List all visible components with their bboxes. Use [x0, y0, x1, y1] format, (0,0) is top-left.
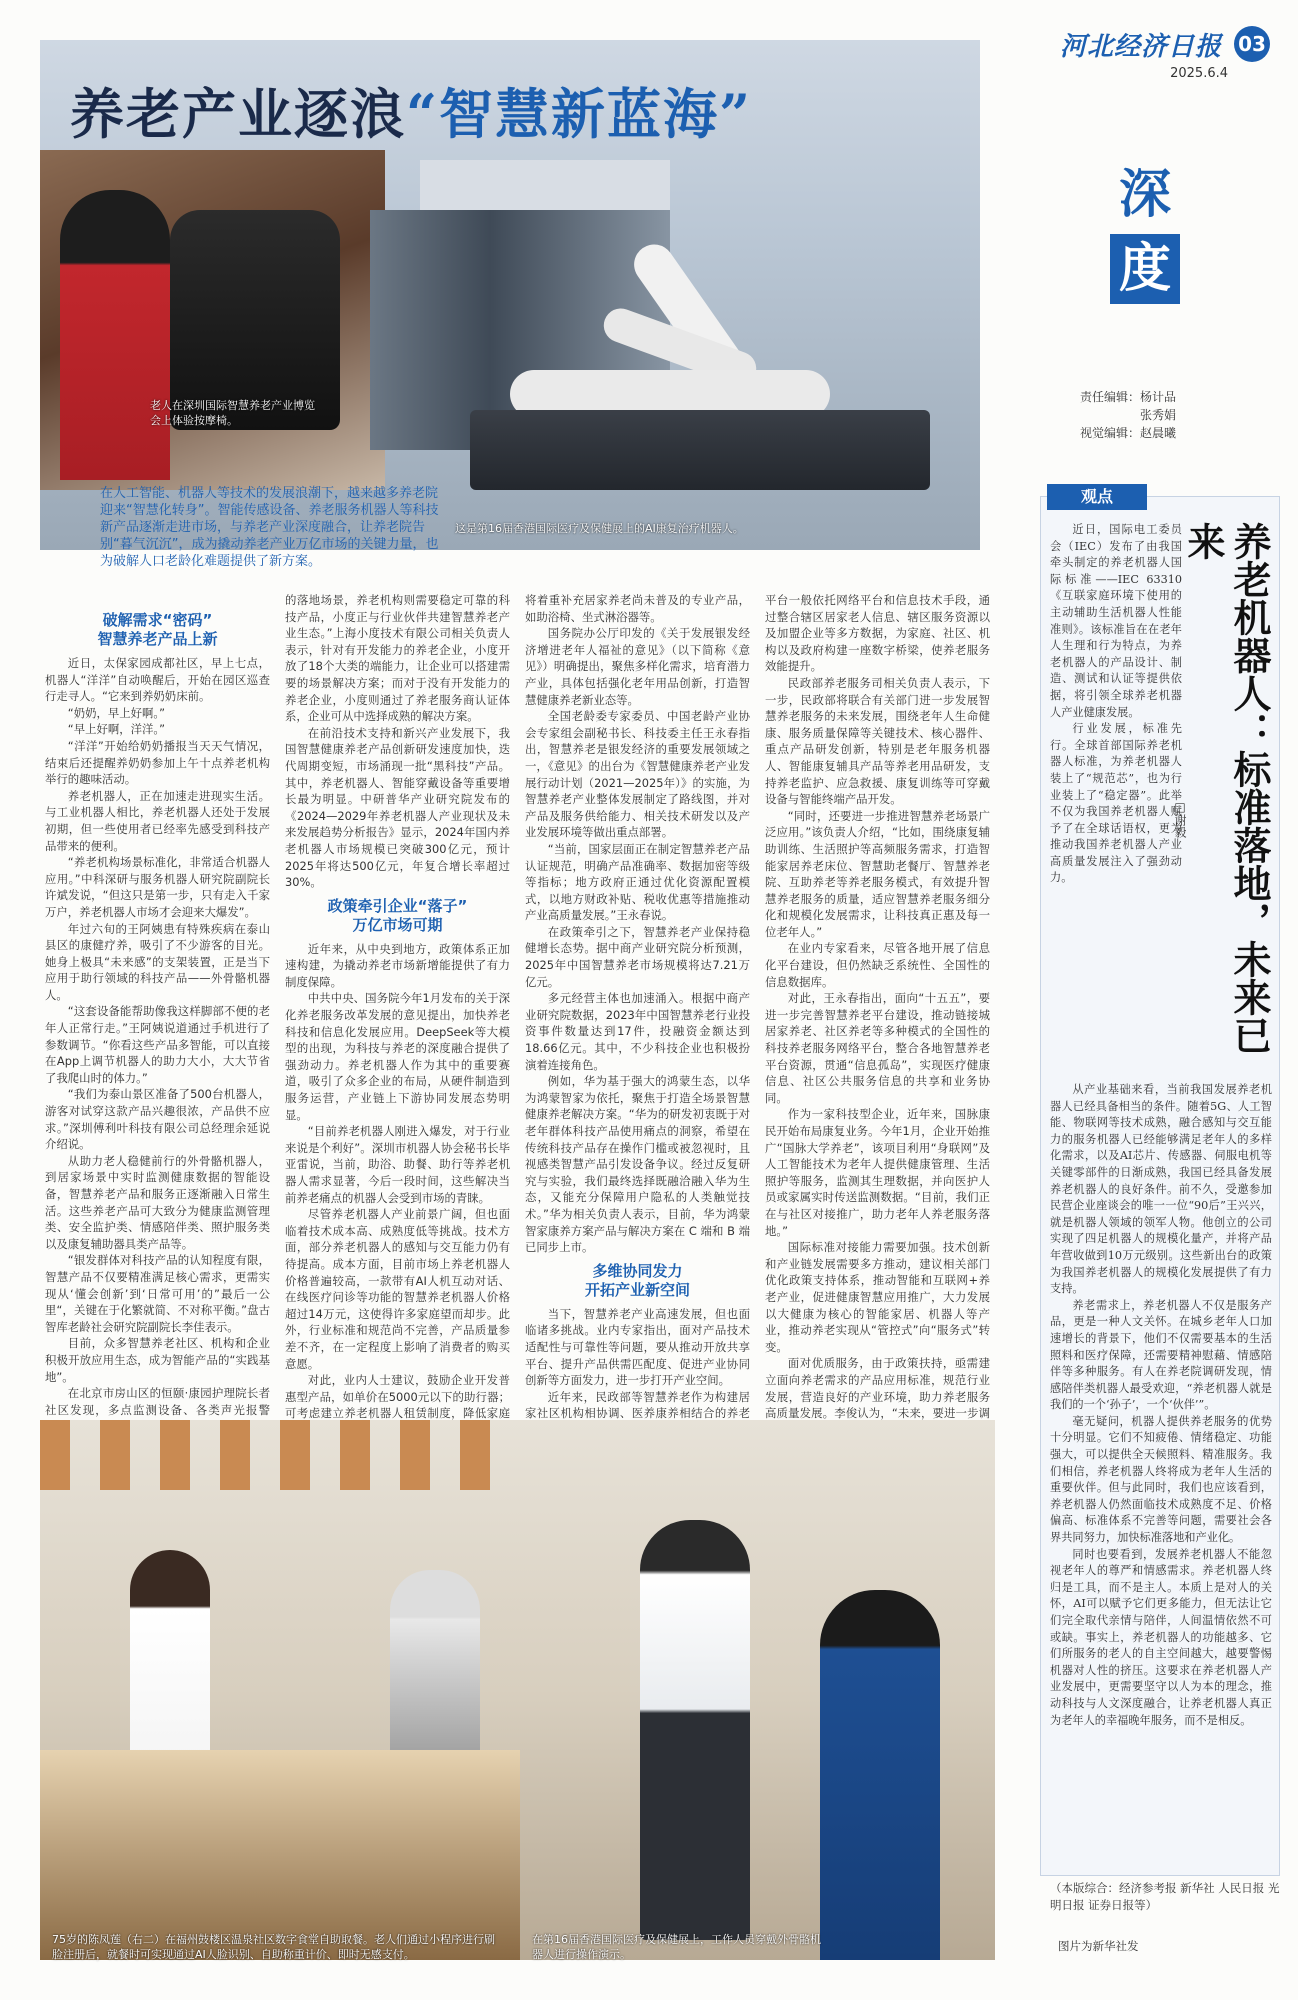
editors-credits: [1080, 388, 1270, 442]
paragraph: “养老机构场景标准化，非常适合机器人应用。”中科深研与服务机器人研究院副院长许斌发说，“但这只是第一步，只有走入千家万户，养老机器人市场才会迎来大爆发”。: [45, 855, 270, 919]
paragraph: 毫无疑问，机器人提供养老服务的优势十分明显。它们不知疲倦、情绪稳定、功能强大，可以提供全天候照料、精准服务。我们相信，养老机器人终将成为老年人生活的重要伙伴。但与此同时，我们也应该看到，养老机器人仍然面临技术成熟度不足、价格偏高、标准体系不完善等问题，需要社会各界共同努力，加快标准落地和产业化。: [1050, 1414, 1272, 1545]
paragraph: 中共中央、国务院今年1月发布的关于深化养老服务改革发展的意见提出，加快养老科技和信息化发展应用。DeepSeek等大模型的出现，为科技与养老的深度融合提供了强劲动力。养老机器人作为其中的重要赛道，吸引了众多企业的布局，从硬件制造到服务运营，产业链上下游协同发展态势明显。: [285, 991, 510, 1122]
paragraph: 的落地场景，养老机构则需要稳定可靠的科技产品，小度正与行业伙伴共建智慧养老产业生态。”上海小度技术有限公司相关负责人表示，针对有开发能力的养老企业，小度开放了18个大类的端能力，让企业可以搭建需要的场景解决方案；而对于没有开发能力的养老企业，小度则通过了养老服务商认证体系，企业可从中选择成熟的解决方案。: [285, 593, 510, 724]
paragraph: 近年来，从中央到地方，政策体系正加速构建，为撬动养老市场新增能提供了有力制度保障。: [285, 941, 510, 989]
paragraph: 同时也要看到，发展养老机器人不能忽视老年人的尊严和情感需求。养老机器人终归是工具，而不是主人。本质上是对人的关怀，AI可以赋予它们更多能力，但无法让它们完全取代亲情与陪伴，人间温情依然不可或缺。事实上，养老机器人的功能越多、它们所服务的老人的自主空间越大，越要警惕机器对人性的挤压。这要求在养老机器人产业发展中，更需要坚守以人为本的理念，推动科技与人文深度融合，让养老机器人真正为老年人的幸福晚年服务，而不是相反。: [1050, 1547, 1272, 1727]
photo-caption-top-left: 老人在深圳国际智慧养老产业博览会上体验按摩椅。: [150, 399, 315, 427]
paragraph: 对此，业内人士建议，鼓励企业开发普惠型产品，如单价在5000元以下的助行器；可考虑建立养老机器人租赁制度，降低家庭: [285, 1373, 510, 1421]
column-2: [285, 592, 510, 1421]
sources-note: （本版综合：经济参考报 新华社 人民日报 光明日报 证券日报等）: [1050, 1881, 1280, 1912]
paragraph: 平台一般依托网络平台和信息技术手段，通过整合辖区居家老人信息、辖区服务资源以及加盟企业等多方数据，为家庭、社区、机构以及政府构建一座数字桥梁，使养老服务效能提升。: [765, 593, 990, 674]
opinion-body-wide: [1050, 1082, 1272, 1872]
photo-caption-top-right: 这是第16届香港国际医疗及保健展上的AI康复治疗机器人。: [455, 522, 744, 535]
paragraph: 养老需求上，养老机器人不仅是服务产品，更是一种人文关怀。在城乡老年人口加速增长的背景下，他们不仅需要基本的生活照料和医疗保障，还需要精神慰藉、情感陪伴等多种服务。有人在养老院调研发现，情感陪伴类机器人最受欢迎，“养老机器人就是我们的一个‘孙子’，一个‘伙伴’”。: [1050, 1298, 1272, 1412]
paragraph: 国务院办公厅印发的《关于发展银发经济增进老年人福祉的意见》（以下简称《意见》）明确提出，聚焦多样化需求，培育潜力产业，具体包括强化老年用品创新，打造智慧健康养老新业态等。: [525, 626, 750, 707]
paragraph: “目前养老机器人刚进入爆发，对于行业来说是个利好”。深圳市机器人协会秘书长毕亚雷说，当前，助浴、助餐、助行等养老机器人需求显著，今后一段时间，这些解决当前养老痛点的机器人会受到市场的青睐。: [285, 1124, 510, 1205]
paper-name: 河北经济日报: [1060, 32, 1223, 62]
paragraph: “同时，还要进一步推进智慧养老场景广泛应用。”该负责人介绍，“比如，围绕康复辅助训练、生活照护等高频服务需求，打造智能家居养老床位、智慧助老餐厅、智慧养老院、互助养老等养老服务模式，有效提升智慧养老服务的质量，适应智慧养老服务细分化和规模化发展需求，让科技真正惠及每一位老年人。”: [765, 808, 990, 939]
paragraph: 国际标准对接能力需要加强。技术创新和产业链发展需要多方推动，建议相关部门优化政策支持体系，推动智能和互联网+养老产业，促进健康智慧应用推广，大力发展以大健康为核心的智能家居、机器人等产业，推动养老实现从“管控式”向“服务式”转变。: [765, 1240, 990, 1354]
paragraph: “当前，国家层面正在制定智慧养老产品认证规范，明确产品准确率、数据加密等级等指标；地方政府正通过优化资源配置模式，以地方财政补贴、税收优惠等措施推动产业高质量发展。”王永春说。: [525, 841, 750, 923]
paragraph: 将着重补充居家养老尚未普及的专业产品，如助浴椅、坐式淋浴器等。: [525, 593, 750, 624]
section-label: [1110, 160, 1180, 308]
paragraph: 目前，众多智慧养老社区、机构和企业积极开放应用生态，成为智能产品的“实践基地”。: [45, 1336, 270, 1384]
paragraph: 在前沿技术支持和新兴产业发展下，我国智慧健康养老产品创新研发速度加快，迭代周期变短，市场涌现一批“黑科技”产品。其中，养老机器人、智能穿戴设备等重要增长最为明显。中研普华产业研究院发布的《2024—2029年养老机器人产业现状及未来发展趋势分析报告》显示，2024年国内养老机器人市场规模已突破300亿元，预计2025年将达500亿元，年复合增长率超过30%。: [285, 725, 510, 890]
paragraph: 作为一家科技型企业，近年来，国脉康民开始布局康复业务。今年1月，企业开始推广“国脉大学养老”，该项目利用“身联网”及人工智能技术为老年人提供健康管理、生活照护等服务，监测其生理数据，并向医护人员或家属实时传送监测数据。“目前，我们正在与社区对接推广，助力老年人养老服务落地。”: [765, 1107, 990, 1238]
paragraph: “奶奶，早上好啊。”: [67, 705, 166, 720]
opinion-title: 养老机器人：标准落地，未来已来: [1181, 522, 1272, 1054]
paragraph: “我们为泰山景区准备了500台机器人，游客对试穿这款产品兴趣很浓，产品供不应求。”深圳傅利叶科技有限公司总经理余延说介绍说。: [45, 1087, 270, 1152]
publication-date: 2025.6.4: [1170, 66, 1228, 81]
paragraph: 例如，华为基于强大的鸿蒙生态，以华为鸿蒙智家为依托，聚焦于打造全场景智慧健康养老解决方案。“华为的研发初衷既于对老年群体科技产品使用痛点的洞察，希望在传统科技产品存在操作门槛或被忽视时，且视感类智慧产品引发设备争议。经过反复研究与实验，我们最终选择既融洽融入华为生态，又能充分保障用户隐私的人类触觉技术。”华为相关负责人表示，目前，华为鸿蒙智家康养方案产品与解决方案在 C 端和 B 端已同步上市。: [525, 1074, 750, 1255]
paragraph: 在北京市房山区的恒颐·康园护理院长者社区发现，多点监测设备、各类声光报警: [45, 1386, 270, 1417]
paragraph: 近年来，民政部等智慧养老作为构建居家社区机构相协调、医养康养相结合的养老: [525, 1389, 750, 1421]
paragraph: 年过六旬的王阿姨患有特殊疾病在泰山县区的康健疗养，吸引了不少游客的目光。她身上极具“未来感”的支架装置，正是当下应用于助行领域的科技产品——外骨骼机器人。: [45, 921, 270, 1002]
paragraph: 从助力老人稳健前行的外骨骼机器人，到居家场景中实时监测健康数据的智能设备，智慧养老产品和服务正逐渐融入日常生活。这些养老产品可大致分为健康监测管理类、安全监护类、情感陪伴类、照护服务类以及康复辅助器具类产品等。: [45, 1153, 270, 1251]
expo-staff-figure: [820, 1590, 940, 1960]
paragraph: 多元经营主体也加速涌入。根据中商产业研究院数据，2023年中国智慧养老行业投资事件数量达到17件，投融资金额达到18.66亿元。其中，不少科技企业也积极扮演着连接角色。: [525, 991, 750, 1072]
column-4: [765, 592, 990, 1421]
paragraph: 近日，太保家园成都社区，早上七点，机器人“洋洋”自动唤醒后，开始在园区巡查行走寻人。“它来到养奶奶床前。: [45, 656, 270, 704]
editor-line: 视觉编辑：赵晨曦: [1080, 426, 1177, 440]
opinion-body-narrow: [1050, 522, 1182, 887]
page-number-badge: 03: [1234, 26, 1270, 62]
exoskeleton-demonstrator: [640, 1520, 750, 1940]
subhead-2-line-1: 政策牵引企业“落子”: [327, 896, 468, 915]
photo-caption-bottom-left: 75岁的陈凤莲（右二）在福州鼓楼区温泉社区数字食堂自助取餐。老人们通过小程序进行刷脸注册后，就餐时可实现通过AI人脸识别、自助称重计价、即时无感支付。: [52, 1933, 495, 1961]
paragraph: 在政策牵引之下，智慧养老产业保持稳健增长态势。据中商产业研究院分析预测，2025年中国智慧养老市场规模将达7.21万亿元。: [525, 924, 750, 989]
editor-line: 责任编辑：杨计品: [1080, 390, 1177, 404]
column-1: [45, 605, 270, 1417]
editor-line: 张秀娟: [1140, 408, 1177, 422]
canteen-counter: [40, 1750, 520, 1960]
paragraph: 面对优质服务，由于政策扶持，亟需建立面向养老需求的产品应用标准，规范行业发展，营造良好的产业环境，助力养老服务高质量发展。李俊认为，“未来，要进一步调: [765, 1356, 990, 1421]
subhead-3: [525, 1262, 750, 1300]
subhead-1-line-1: 破解需求“密码”: [102, 611, 213, 629]
subhead-1: [45, 611, 270, 649]
subhead-3-line-1: 多维协同发力: [592, 1261, 683, 1280]
subhead-2: [285, 897, 510, 935]
subhead-3-line-2: 开拓产业新空间: [584, 1280, 690, 1299]
expo-sign: [420, 160, 670, 210]
column-3: [525, 592, 750, 1421]
masthead: [1060, 26, 1270, 96]
paragraph: 全国老龄委专家委员、中国老龄产业协会专家组会副秘书长、科技委主任王永春指出，智慧养老是银发经济的重要发展领域之一，《意见》的出台为《智慧健康养老产业发展行动计划（2021—2025年）》的实施，为智慧养老产业整体发展制定了路线图，并对产品及服务供给能力、相关技术研发以及产业发展环境等做出重点部署。: [525, 709, 750, 840]
paragraph: 对此，王永春指出，面向“十五五”，要进一步完善智慧养老平台建设，推动链接城居家养老、社区养老等多种模式的全国性的科技养老服务网络平台，整合各地智慧养老平台资源，贯通“信息孤岛”，实现医疗健康信息、社区公共服务信息的共享和业务协同。: [765, 991, 990, 1105]
photo-credit: 图片为新华社发: [1058, 1939, 1139, 1953]
opinion-author: □谢毅: [1173, 800, 1187, 838]
rehab-bed: [470, 410, 930, 490]
paragraph: 当下，智慧养老产业高速发展，但也面临诸多挑战。业内专家指出，面对产品技术适配性与可靠性等问题，要从推动开放共享平台、提升产品供需匹配度、促进产业协同创新等方面发力，进一步打开产业空间。: [525, 1306, 750, 1388]
paragraph: 从产业基础来看，当前我国发展养老机器人已经具备相当的条件。随着5G、人工智能、物联网等技术成熟，融合感知与交互能力的服务机器人已经能够满足老年人的多样化需求，以及AI芯片、传感器、伺服电机等关键零部件的日渐成熟，我国已经具备发展养老机器人的良好条件。前不久，受邀参加民营企业座谈会的唯一一位“90后”王兴兴，就是机器人领域的领军人物。他创立的公司实现了四足机器人的规模化量产，并将产品年营收做到10万元级别。这些新出台的政策为我国养老机器人的规模化发展提供了有力支持。: [1050, 1083, 1272, 1296]
subhead-2-line-2: 万亿市场可期: [352, 915, 443, 934]
paragraph: “洋洋”开始给奶奶播报当天天气情况，结束后还提醒养奶奶参加上午十点养老机构举行的趣味活动。: [45, 738, 270, 787]
paragraph: 养老机器人，正在加速走进现实生活。与工业机器人相比，养老机器人还处于发展初期，但一些使用者已经率先感受到科技产品带来的便利。: [45, 788, 270, 853]
paragraph: 行业发展，标准先行。全球首部国际养老机器人标准，为养老机器人装上了“规范芯”，也为行业装上了“稳定器”。此举不仅为我国养老机器人赋予了在全球话语权，更为推动我国养老机器人产业高质量发展注入了强劲动力。: [1050, 722, 1182, 885]
opinion-tag: 观点: [1047, 484, 1147, 510]
exhibitor-figure: [60, 190, 170, 480]
headline-accent: “智慧新蓝海”: [406, 82, 753, 146]
paragraph: 民政部养老服务司相关负责人表示，下一步，民政部将联合有关部门进一步发展智慧养老服务的未来发展，围绕老年人生命健康、服务质量保障等关键技术、核心器件、重点产品研发创新，特别是老年服务机器人、智能康复辅具产品等养老用品研发，支持养老监护、应急救援、康复训练等可穿戴设备与智能终端产品开发。: [765, 675, 990, 807]
photo-caption-bottom-right: 在第16届香港国际医疗及保健展上，工作人员穿戴外骨骼机器人进行操作演示。: [532, 1933, 821, 1961]
paragraph: “银发群体对科技产品的认知程度有限，智慧产品不仅要精准满足核心需求，更需实现从‘懂会创新’到‘日常可用’的”最后一公里“，关键在于化繁就简、不对称平衡。”盘古智库老龄社会研究院副院长李佳表示。: [45, 1253, 270, 1334]
paragraph: 近日，国际电工委员会（IEC）发布了由我国牵头制定的养老机器人国际标准——IEC 63310《互联家庭环境下使用的主动辅助生活机器人性能准则》。该标准旨在在老年人生理和行为特点，为养老机器人的产品设计、制造、测试和认证等提供依据，将引领全球养老机器人产业健康发展。: [1050, 523, 1182, 719]
paragraph: “这套设备能帮助像我这样脚部不便的老年人正常行走。”王阿姨说道通过手机进行了参数调节。“你看这些产品多智能，可以直接在App上调节机器人的助力大小，大大节省了我爬山时的体力。”: [45, 1004, 270, 1085]
lead-paragraph: 在人工智能、机器人等技术的发展浪潮下，越来越多养老院迎来“智慧化转身”。智能传感设备、养老服务机器人等科技新产品逐渐走进市场，与养老产业深度融合，让养老院告别“暮气沉沉”，成为撬动养老产业万亿市场的关键力量，也为破解人口老龄化难题提供了新方案。: [100, 486, 439, 569]
headline: [70, 72, 752, 149]
paragraph: “早上好啊，洋洋。”: [67, 722, 166, 737]
paragraph: 在业内专家看来，尽管各地开展了信息化平台建设，但仍然缺乏系统性、全国性的信息数据库。: [765, 941, 990, 989]
pendant-lamps: [40, 1420, 490, 1490]
paragraph: 尽管养老机器人产业前景广阔，但也面临着技术成本高、成熟度低等挑战。技术方面，部分养老机器人的感知与交互能力仍有待提高。成本方面，目前市场上养老机器人价格普遍较高，一款带有AI人机互动对话、在线医疗问诊等功能的智慧养老机器人价格超过14万元，这使得许多家庭望而却步。此外，行业标准和规范尚不完善，产品质量参差不齐，在一定程度上影响了消费者的购买意愿。: [285, 1207, 510, 1371]
massage-chair: [170, 210, 340, 430]
bottom-photo: [40, 1420, 995, 1960]
section-label-char-1: 深: [1118, 164, 1171, 225]
subhead-1-line-2: 智慧养老产品上新: [97, 630, 218, 648]
section-label-char-2: 度: [1110, 234, 1180, 304]
headline-prefix: 养老产业逐浪: [70, 82, 406, 146]
